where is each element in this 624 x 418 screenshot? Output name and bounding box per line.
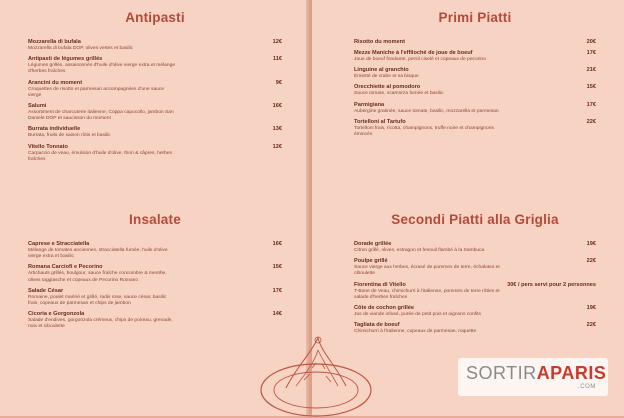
menu-item-name: Fiorentina di Vitello [354,281,406,288]
menu-item-description: Croquettes de risotto et parmesan accompagnées d'une sauce vierge [28,86,165,98]
menu-item-price: 16€ [272,103,282,110]
menu-item [28,288,282,307]
menu-item [354,119,596,138]
section-title-insalate: Insalate [129,212,181,227]
menu-item-name: Salumi [28,103,47,110]
menu-item-description: Chimichurri à l'italienne, copeaux de parmesan, roquette [354,329,477,335]
watermark-sub: .COM [577,384,596,390]
menu-item-description: Citron grillé, olives, estragon et fenouil flambé à la Sambuca [354,248,485,253]
menu-item-description: Joue de boeuf fondante, persil ciselé et copeaux de pecorino [354,57,486,62]
menu-item-price: 15€ [586,84,596,91]
menu-item-price: 12€ [272,39,282,45]
menu-item-price: 30€ / pers servi pour 2 personnes [507,281,596,288]
menu-item-name: Orecchiette al pomodoro [354,84,421,91]
menu-item-price: 14€ [272,311,282,318]
menu-item-price: 22€ [586,322,596,329]
menu-item-price: 22€ [586,258,596,265]
menu-item-price: 19€ [586,305,596,312]
menu-item-row [28,144,282,151]
menu-item [354,84,596,97]
menu-item-name: Vitello Tonnato [28,143,68,150]
menu-item-price: 19€ [586,241,596,247]
menu-item [28,103,282,122]
menu-item-price: 17€ [586,101,596,108]
menu-item [28,241,282,260]
menu-item-price: 22€ [586,118,596,125]
section-title-primi: Primi Piatti [438,10,512,25]
watermark-part2: APARIS [536,363,607,383]
menu-item-price: 15€ [272,264,282,271]
menu-item-description: Aubergine gratinée, sauce tomate, basilic, mozzarella et parmesan [354,108,499,114]
primi-section [312,10,624,142]
menu-item-name: Caprese e Stracciatella [28,241,90,247]
menu-item-price: 13€ [272,126,282,133]
menu-item [28,126,282,139]
menu-item-row [354,119,596,126]
menu-item-row [354,305,596,312]
menu-item [354,305,596,318]
menu-item-description: Assortiment de charcuterie italienne, Coppa capocollo, jambon San Daniele DOP et saucisson du moment [28,110,174,122]
menu-item-row [354,50,596,57]
menu-item-row [28,103,282,110]
insalate-section [0,212,310,335]
secondi-section [312,212,624,339]
menu-item [354,322,596,335]
menu-item-price: 12€ [272,143,282,150]
menu-item-description: Légumes grillés, assaisonnés d'huile d'olive vierge extra et mélange d'herbes fraîches [28,63,176,75]
menu-item [354,102,596,115]
menu-item-price: 21€ [586,67,596,74]
antipasti-list [28,39,282,163]
menu-item-price: 20€ [586,39,596,45]
menu-item-description: Sauce vierge aux herbes, écrasé de pommes de terre, échalotes et ciboulette [354,265,500,277]
menu-item-row [28,39,282,46]
menu-item-name: Tortelloni al Tartufo [354,118,406,125]
menu-item-description: Jus de viande infusé, purée de petit pois et oignons confits [354,312,481,318]
menu-item-description: Salade d'endives, gorgonzola crémeux, chips de poireau, grenade, noix et ciboulette [28,318,173,330]
menu-item [354,67,596,80]
menu-item [354,241,596,254]
sortiraparis-watermark [458,358,608,396]
menu-item-row [354,39,596,46]
watermark-part1: SORTIR [466,363,537,383]
primi-list [354,39,596,138]
menu-item-name: Salade César [28,287,64,294]
watermark-logo-text [466,363,606,384]
menu-item-row [28,288,282,295]
menu-item-name: Poulpe grillé [354,258,388,265]
menu-item-name: Côte de cochon grillée [354,305,414,312]
menu-item [28,39,282,52]
menu-item-price: 11€ [272,56,282,63]
section-title-secondi: Secondi Piatti alla Griglia [391,212,559,227]
menu-item [354,258,596,277]
menu-item-name: Dorade grillée [354,241,392,247]
menu-item-name: Arancini du moment [28,79,83,86]
menu-item-name: Parmigiana [354,101,385,108]
menu-item-name: Antipasti de légumes grillés [28,56,103,63]
menu-item-description: Mozzarella di bufala DOP, olives vertes et basilic [28,46,134,51]
menu-item-description: Émietté de crabe et sa bisque [354,74,419,80]
menu-item-name: Mezze Maniche à l'effiloché de joue de boeuf [354,50,473,56]
menu-item-name: Burrata individuelle [28,126,81,133]
menu-item-name: Mozzarella di bufala [28,39,81,45]
menu-item [28,56,282,75]
menu-item-description: Carpaccio de veau, émulsion d'huile d'olive, thon & câpres, herbes fraîches [28,150,173,162]
menu-item-row [28,80,282,87]
section-title-antipasti: Antipasti [125,10,185,25]
menu-item-description: Tortelloni frais, ricotta, champignons, truffe noire et champignons émincés [354,125,494,138]
menu-item [354,39,596,46]
menu-item [28,264,282,283]
menu-item-description: Burrata, fruits de saison rôtis et basilic [28,133,111,139]
menu-item-price: 17€ [586,50,596,56]
menu-item [354,282,596,301]
menu-item-name: Risotto du moment [354,39,405,45]
menu-item-price: 17€ [272,287,282,294]
menu-item-row [28,241,282,248]
menu-item-description: Mélange de tomates anciennes, stracciatella fumée, huile d'olive vierge extra et basilic [28,248,168,260]
menu-item [28,311,282,330]
insalate-list [28,241,282,331]
menu-item-name: Tagliata de boeuf [354,322,400,329]
menu-item-description: Artichauts grillés, boulgour, sauce fraîche concombre & menthe, olives taggiasche et copeaux de Pecorino Romano [28,271,167,283]
menu-item-description: Romaine, poulet mariné et grillé, radis rose, sauce césar, basilic frais, copeaux de parmesan et chips de jambon [28,294,167,307]
plate-illustration-icon [256,328,376,418]
menu-item [28,144,282,163]
secondi-list [354,241,596,335]
menu-item-name: Cicoria e Gorgonzola [28,311,85,318]
menu-item [28,80,282,99]
menu-item-row [354,241,596,248]
menu-item-name: Linguine al granchio [354,67,409,74]
menu-item-price: 16€ [272,241,282,247]
menu-item-row [354,282,596,289]
antipasti-section [0,10,310,167]
menu-item-price: 9€ [275,79,282,86]
menu-item-description: T-Bone de Veau, chimichurri à l'italienne, pommes de terre rôties et salade d'herbes fraîches [354,288,500,300]
menu-item [354,50,596,63]
menu-item-row [354,102,596,109]
menu-item-name: Romana Carciofi e Pecorino [28,264,103,271]
menu-item-description: Sauce tomate, scamorza fumée et basilic [354,91,444,97]
